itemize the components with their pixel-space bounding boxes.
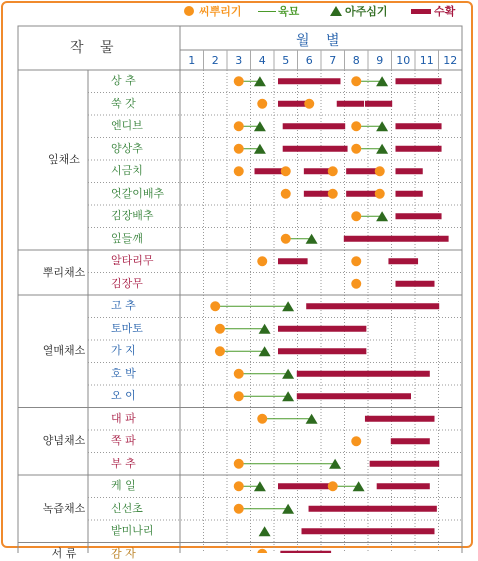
crop-label: 부 추 [111,456,136,470]
harvest-bar [396,146,442,152]
month-label: 2 [211,54,219,67]
crop-label: 알타리무 [111,254,154,268]
sowing-marker [281,189,291,199]
sowing-marker [215,346,225,356]
sowing-marker [257,414,267,424]
sowing-marker [234,459,244,469]
harvest-bar [377,483,430,489]
crop-label: 고 추 [111,299,136,313]
crop-label: 신선초 [111,501,143,515]
harvest-bar [304,191,331,197]
sowing-marker [234,121,244,131]
harvest-bar [278,258,308,264]
crop-label: 김장무 [111,276,143,290]
crop-label: 케 일 [111,479,136,493]
harvest-bar [365,416,435,422]
harvest-bar [346,191,378,197]
crop-label: 김장배추 [111,209,154,223]
harvest-bar [283,123,346,129]
category-label: 잎채소 [48,153,80,166]
sowing-marker [328,166,338,176]
month-label: 1 [188,54,196,67]
month-header: 월 별 [296,33,346,49]
sowing-marker [281,234,291,244]
transplant-marker [259,526,271,536]
crop-label: 쑥 갓 [111,96,136,110]
sowing-marker [234,76,244,86]
sowing-marker [234,144,244,154]
crop-label: 양상추 [111,141,143,155]
crop-label: 엔디브 [111,119,143,133]
harvest-legend-label: 수확 [434,5,456,18]
harvest-bar [396,281,435,287]
harvest-bar [297,393,411,399]
sowing-marker [215,324,225,334]
sowing-marker [351,436,361,446]
harvest-bar [396,191,423,197]
month-label: 3 [235,54,243,67]
sowing-marker [351,76,361,86]
sowing-marker [210,301,220,311]
crop-label: 쪽 파 [111,434,136,448]
sowing-marker [234,504,244,514]
sowing-marker [257,99,267,109]
crop-label: 감 자 [111,546,136,560]
crop-label: 엇갈이배추 [111,186,165,200]
sowing-marker [234,481,244,491]
crop-label: 대 파 [111,411,136,425]
sowing-marker [281,166,291,176]
month-label: 10 [396,54,411,67]
month-label: 11 [419,54,434,67]
harvest-bar [391,438,430,444]
sowing-marker [234,391,244,401]
harvest-bar [278,101,308,107]
nursery-legend-label: 육묘 [278,5,300,18]
harvest-bar [278,348,366,354]
crop-label: 오 이 [111,389,136,403]
harvest-bar [396,168,423,174]
month-label: 12 [443,54,458,67]
category-label: 열매채소 [42,344,86,358]
sowing-marker [304,99,314,109]
harvest-bar [370,461,440,467]
sowing-marker [328,481,338,491]
category-label: 서 류 [51,546,77,560]
crop-header: 작 물 [70,40,120,56]
category-label: 뿌리채소 [42,265,86,279]
category-label: 녹즙채소 [42,501,86,515]
harvest-bar [337,101,364,107]
sowing-marker [328,189,338,199]
harvest-bar [396,213,442,219]
crop-label: 밭미나리 [111,524,154,538]
sowing-marker [351,144,361,154]
sowing-marker [234,369,244,379]
month-label: 9 [376,54,384,67]
sowing-marker [375,166,385,176]
crop-label: 상 추 [111,74,136,88]
harvest-bar [396,78,442,84]
harvest-bar [278,483,331,489]
category-label: 양념채소 [42,434,86,448]
harvest-bar [302,528,435,534]
crop-label: 시금치 [111,164,143,178]
crop-label: 잎들깨 [111,231,143,245]
sowing-marker [351,256,361,266]
harvest-bar [297,371,430,377]
harvest-bar [309,506,437,512]
harvest-bar [278,78,341,84]
harvest-bar [306,303,439,309]
month-label: 5 [282,54,290,67]
sowing-marker [234,166,244,176]
transplant-legend-label: 아주심기 [345,5,388,18]
month-label: 6 [305,54,313,67]
sowing-marker [351,211,361,221]
harvest-bar [365,101,392,107]
month-label: 4 [258,54,266,67]
sowing-marker [257,549,267,553]
harvest-bar [396,123,442,129]
grid-outline [18,26,462,553]
sowing-marker [257,256,267,266]
harvest-bar [388,258,418,264]
crop-label: 호 박 [111,366,136,380]
crop-label: 토마토 [111,321,143,335]
month-label: 8 [352,54,360,67]
sowing-marker [351,279,361,289]
sowing-marker [375,189,385,199]
sowing-legend-label: 씨뿌리기 [199,5,242,18]
harvest-bar [283,146,348,152]
harvest-bar [344,236,449,242]
crop-label: 가 지 [111,344,136,358]
harvest-bar [278,326,366,332]
sowing-marker [351,121,361,131]
harvest-bar [304,168,331,174]
month-label: 7 [329,54,337,67]
harvest-bar [346,168,378,174]
